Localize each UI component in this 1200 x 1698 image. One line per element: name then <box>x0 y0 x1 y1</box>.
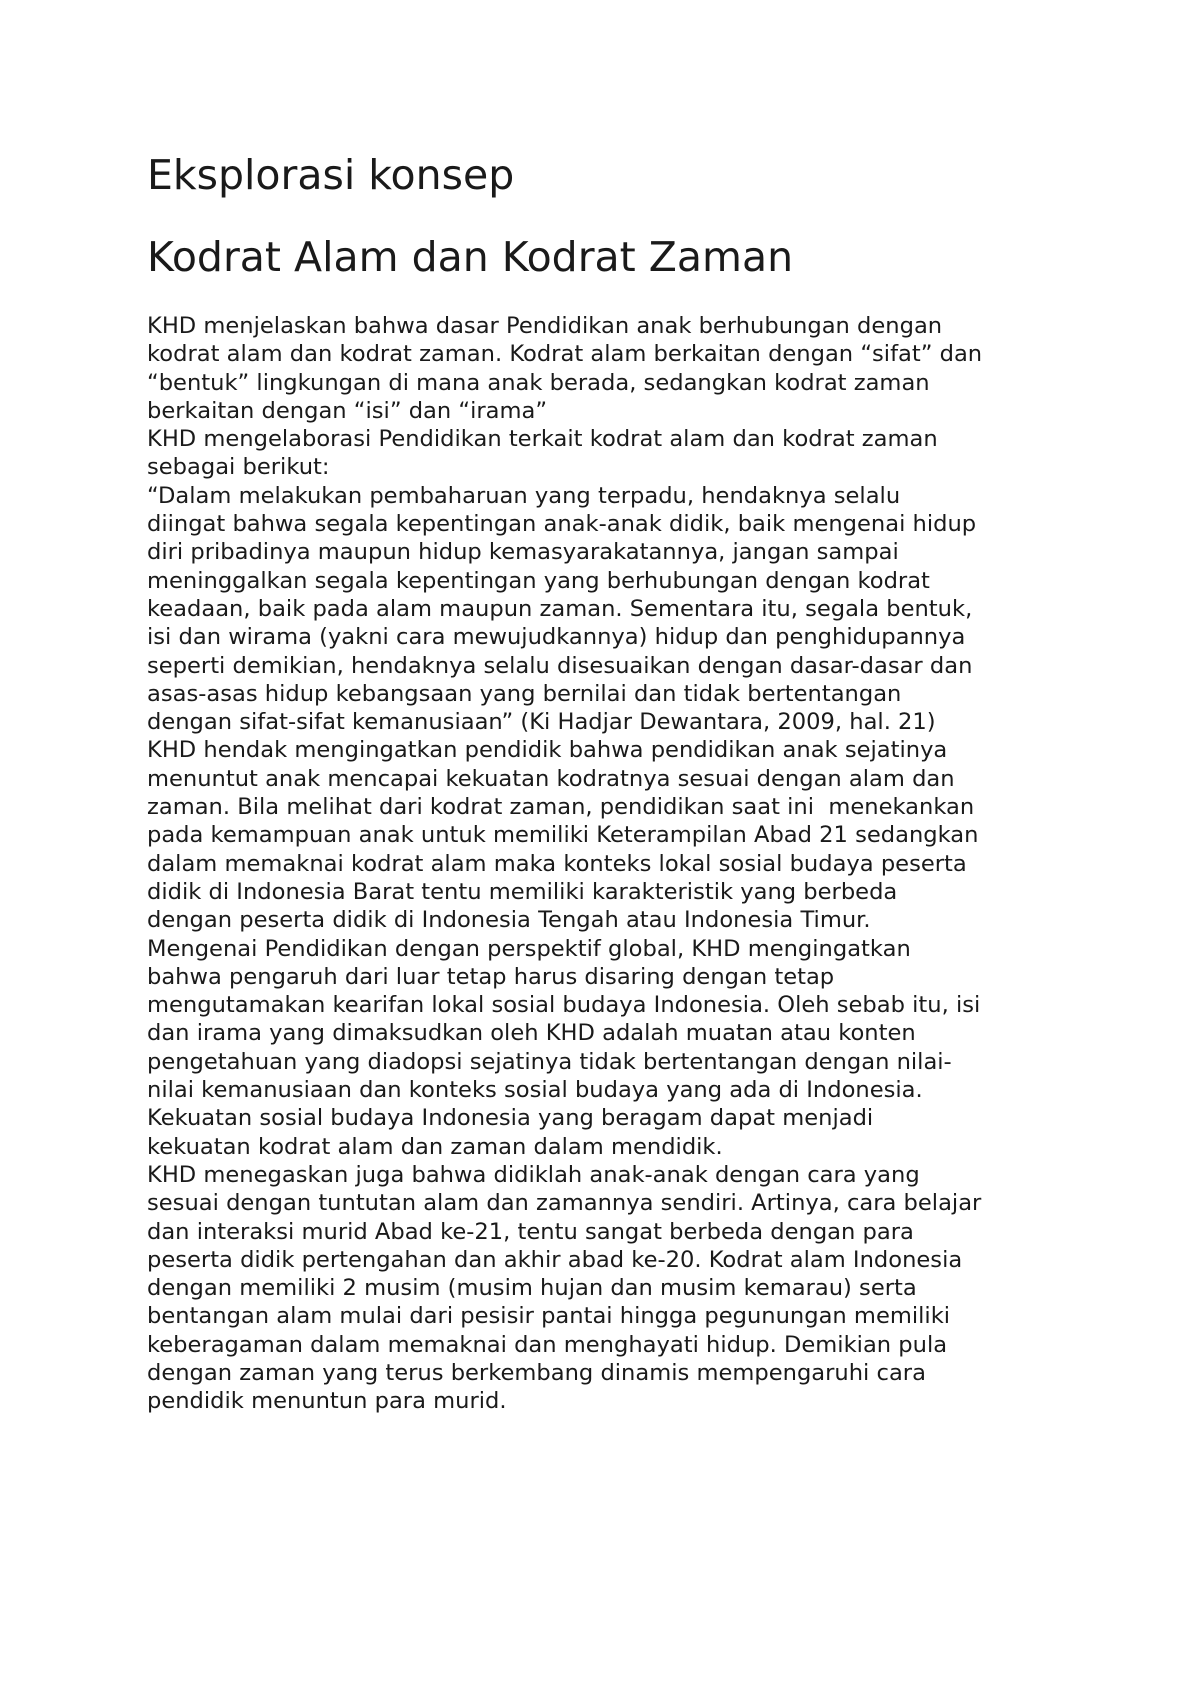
text-line: dalam memaknai kodrat alam maka konteks lokal sosial budaya peserta <box>147 850 967 877</box>
text-line: keadaan, baik pada alam maupun zaman. Sementara itu, segala bentuk, <box>147 595 973 622</box>
document-page <box>147 150 1067 1416</box>
text-line: didik di Indonesia Barat tentu memiliki karakteristik yang berbeda <box>147 878 898 905</box>
text-line: berkaitan dengan “isi” dan “irama” <box>147 397 548 424</box>
text-line: sesuai dengan tuntutan alam dan zamannya sendiri. Artinya, cara belajar <box>147 1190 982 1217</box>
text-line: “bentuk” lingkungan di mana anak berada, sedangkan kodrat zaman <box>147 369 930 396</box>
text-line: keberagaman dalam memaknai dan menghayati hidup. Demikian pula <box>147 1331 948 1358</box>
text-line: Mengenai Pendidikan dengan perspektif global, KHD mengingatkan <box>147 935 911 962</box>
text-line: dengan zaman yang terus berkembang dinamis mempengaruhi cara <box>147 1359 926 1386</box>
text-line: isi dan wirama (yakni cara mewujudkannya) hidup dan penghidupannya <box>147 624 966 651</box>
text-line: peserta didik pertengahan dan akhir abad ke-20. Kodrat alam Indonesia <box>147 1246 963 1273</box>
text-line: diri pribadinya maupun hidup kemasyarakatannya, jangan sampai <box>147 539 899 566</box>
text-line: pengetahuan yang diadopsi sejatinya tidak bertentangan dengan nilai- <box>147 1048 952 1075</box>
text-line: menuntut anak mencapai kekuatan kodratnya sesuai dengan alam dan <box>147 765 955 792</box>
text-line: zaman. Bila melihat dari kodrat zaman, pendidikan saat ini menekankan <box>147 794 975 821</box>
text-line: sebagai berikut: <box>147 454 330 481</box>
text-line: dan irama yang dimaksudkan oleh KHD adalah muatan atau konten <box>147 1020 916 1047</box>
text-line: dan interaksi murid Abad ke-21, tentu sangat berbeda dengan para <box>147 1218 914 1245</box>
text-line: dengan memiliki 2 musim (musim hujan dan musim kemarau) serta <box>147 1275 917 1302</box>
text-line: meninggalkan segala kepentingan yang berhubungan dengan kodrat <box>147 567 930 594</box>
text-line: KHD hendak mengingatkan pendidik bahwa pendidikan anak sejatinya <box>147 737 948 764</box>
text-line: Kekuatan sosial budaya Indonesia yang beragam dapat menjadi <box>147 1105 874 1132</box>
text-line: dengan sifat-sifat kemanusiaan” (Ki Hadjar Dewantara, 2009, hal. 21) <box>147 709 936 736</box>
text-line: nilai kemanusiaan dan konteks sosial budaya yang ada di Indonesia. <box>147 1077 923 1104</box>
text-line: diingat bahwa segala kepentingan anak-anak didik, baik mengenai hidup <box>147 511 977 538</box>
text-line: KHD menegaskan juga bahwa didiklah anak-anak dengan cara yang <box>147 1161 920 1188</box>
text-line: pendidik menuntun para murid. <box>147 1388 507 1415</box>
text-line: “Dalam melakukan pembaharuan yang terpadu, hendaknya selalu <box>147 482 901 509</box>
page-title: Eksplorasi konsep <box>147 151 515 199</box>
text-line: kekuatan kodrat alam dan zaman dalam mendidik. <box>147 1133 723 1160</box>
text-line: asas-asas hidup kebangsaan yang bernilai dan tidak bertentangan <box>147 680 902 707</box>
text-line: seperti demikian, hendaknya selalu disesuaikan dengan dasar-dasar dan <box>147 652 973 679</box>
text-line: KHD mengelaborasi Pendidikan terkait kodrat alam dan kodrat zaman <box>147 426 938 453</box>
text-line: mengutamakan kearifan lokal sosial budaya Indonesia. Oleh sebab itu, isi <box>147 992 981 1019</box>
text-line: KHD menjelaskan bahwa dasar Pendidikan anak berhubungan dengan <box>147 313 943 339</box>
text-line: pada kemampuan anak untuk memiliki Keterampilan Abad 21 sedangkan <box>147 822 979 849</box>
body-text <box>147 312 1067 1416</box>
text-line: dengan peserta didik di Indonesia Tengah atau Indonesia Timur. <box>147 907 871 934</box>
section-heading: Kodrat Alam dan Kodrat Zaman <box>147 233 794 281</box>
text-line: bahwa pengaruh dari luar tetap harus disaring dengan tetap <box>147 963 835 990</box>
text-line: kodrat alam dan kodrat zaman. Kodrat alam berkaitan dengan “sifat” dan <box>147 341 983 368</box>
text-line: bentangan alam mulai dari pesisir pantai hingga pegunungan memiliki <box>147 1303 951 1330</box>
